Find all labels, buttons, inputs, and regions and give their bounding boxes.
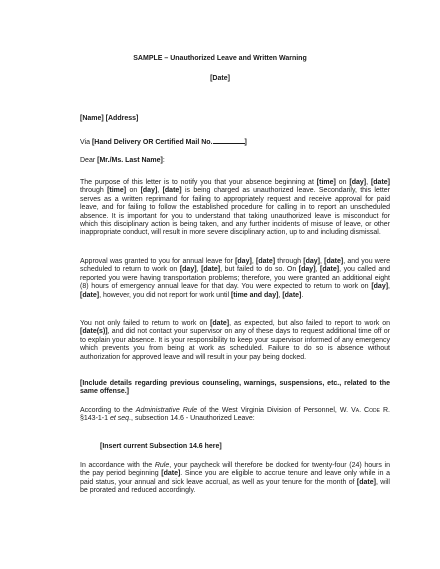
mail-number-blank bbox=[213, 137, 245, 144]
p7-date2: [date] bbox=[356, 478, 376, 486]
p7-text-d: , will be prorated and reduced accordingly. bbox=[80, 478, 390, 495]
p7-text-c: . Since you are eligible to accrue tenure and leave only while in a paid status, your annual and sick leave accrual, as well as your tenure for the month of bbox=[80, 470, 390, 486]
p2-text-j: , bbox=[388, 283, 390, 291]
p2-text-f: , bbox=[196, 266, 202, 274]
p1-text-g: is being charged as unauthorized leave. Secondarily, this letter serves as a written reprimand for failing to appropriately request and receive approval for paid leave, and for failing to follow the established procedure for calling in to report an unscheduled absence. It is important for you to understand that taking unauthorized leave is misconduct for which this disciplinary action is being taken, and any further incidents of misuse of leave, or other inappropriate conduct, will result in more severe disciplinary action, up to and including dismissal. bbox=[80, 187, 390, 237]
p2-text-m: . bbox=[301, 291, 304, 299]
p2-date3: [date] bbox=[201, 266, 221, 274]
p5-rule-italic: Administrative Rule bbox=[135, 407, 198, 414]
p7-text-b: , your paycheck will therefore be docked for twenty-four (24) hours in the pay period beginning bbox=[80, 462, 390, 478]
p2-date1: [date] bbox=[255, 258, 276, 265]
p2-date5: [date] bbox=[80, 291, 100, 299]
p1-day1: [day] bbox=[349, 179, 367, 186]
salutation-suffix: : bbox=[162, 157, 165, 164]
p2-day5: [day] bbox=[371, 283, 389, 291]
p2-text-a: Approval was granted to you for annual leave for bbox=[80, 258, 236, 265]
p3-dates: [date(s)] bbox=[80, 328, 108, 336]
p7-text-a: In accordance with the bbox=[80, 462, 155, 469]
salutation bbox=[80, 157, 390, 165]
p2-text-k: , however, you did not report for work until bbox=[99, 291, 231, 299]
p2-text-l: , bbox=[278, 291, 283, 299]
address-line: [Name] [Address] bbox=[80, 115, 139, 122]
salutation-prefix: Dear bbox=[80, 157, 98, 164]
p4-text: [Include details regarding previous counseling, warnings, suspensions, etc., related to the same offense.] bbox=[80, 380, 390, 396]
p3-text-a: You not only failed to return to work on bbox=[80, 320, 211, 327]
p5-text-c: R. §143-1-1 bbox=[80, 407, 390, 423]
p2-day3: [day] bbox=[179, 266, 197, 274]
p1-text-c: , bbox=[366, 179, 371, 186]
paragraph-rule-citation bbox=[80, 407, 390, 424]
p1-time2: [time] bbox=[107, 187, 127, 195]
paragraph-paycheck bbox=[80, 462, 390, 496]
p2-day1: [day] bbox=[235, 258, 252, 265]
p1-day2: [day] bbox=[140, 187, 158, 195]
p5-text-d: ., subsection 14.6 - Unauthorized Leave: bbox=[129, 415, 255, 423]
paragraph-purpose bbox=[80, 179, 390, 238]
p1-text-a: The purpose of this letter is to notify you that your absence beginning at bbox=[80, 179, 317, 186]
p2-date4: [date] bbox=[320, 266, 340, 274]
delivery-method bbox=[80, 137, 390, 147]
recipient-address bbox=[80, 115, 390, 123]
p2-day2: [day] bbox=[303, 258, 320, 265]
p1-date1: [date] bbox=[370, 179, 391, 186]
p2-date6: [date] bbox=[282, 291, 302, 299]
p1-date2: [date] bbox=[162, 187, 182, 195]
document-title: SAMPLE – Unauthorized Leave and Written Warning bbox=[133, 55, 307, 62]
p2-text-e: , and you were scheduled to return to work on bbox=[80, 258, 390, 274]
p2-text-d: , bbox=[319, 258, 325, 265]
p2-text-i: , you called and reported you were having transportation problems; therefore, you were granted an additional eight (8) hours of emergency annual leave for that day. You were expected to return to work on bbox=[80, 266, 390, 291]
via-prefix: Via bbox=[80, 139, 92, 146]
p7-date1: [date] bbox=[161, 470, 181, 478]
paragraph-failure bbox=[80, 320, 390, 362]
p1-text-b: on bbox=[335, 179, 350, 186]
document-date: [Date] bbox=[210, 75, 230, 82]
p5-va-code: Va. Code bbox=[351, 407, 380, 414]
paragraph-subsection-placeholder bbox=[80, 443, 390, 451]
p5-text-b: of the West Virginia Division of Personnel, W. bbox=[197, 407, 352, 414]
p5-text-a: According to the bbox=[80, 407, 136, 414]
p7-rule-italic: Rule bbox=[154, 462, 170, 469]
paragraph-details-placeholder bbox=[80, 380, 390, 397]
p2-date2: [date] bbox=[324, 258, 344, 265]
p3-text-b: , as expected, but also failed to report to work on bbox=[229, 320, 390, 327]
p1-text-d: through bbox=[80, 187, 108, 195]
via-method: [Hand Delivery OR Certified Mail No. bbox=[91, 139, 213, 146]
p5-et-seq: et seq bbox=[109, 415, 130, 423]
p2-text-c: through bbox=[275, 258, 304, 265]
p2-text-b: , bbox=[251, 258, 256, 265]
p2-text-h: , bbox=[315, 266, 321, 274]
p1-text-f: , bbox=[157, 187, 163, 195]
via-suffix: ] bbox=[244, 139, 247, 146]
p2-text-g: , but failed to do so. On bbox=[220, 266, 299, 274]
p1-time1: [time] bbox=[316, 179, 336, 186]
p2-time-and-day: [time and day] bbox=[230, 291, 279, 299]
p2-day4: [day] bbox=[298, 266, 316, 274]
paragraph-approval bbox=[80, 258, 390, 300]
p3-date1: [date] bbox=[210, 320, 230, 327]
salutation-name: [Mr./Ms. Last Name] bbox=[97, 157, 163, 164]
p1-text-e: on bbox=[126, 187, 141, 195]
p3-text-c: , and did not contact your supervisor on any of these days to request additional time off or to explain your absence. It is your responsibility to keep your supervisor informed of any emergency which prevents you from being at work as scheduled. Failure to do so is absence without authorization for approved leave and will result in your pay being docked. bbox=[80, 328, 390, 361]
p6-text: [Insert current Subsection 14.6 here] bbox=[100, 443, 222, 450]
